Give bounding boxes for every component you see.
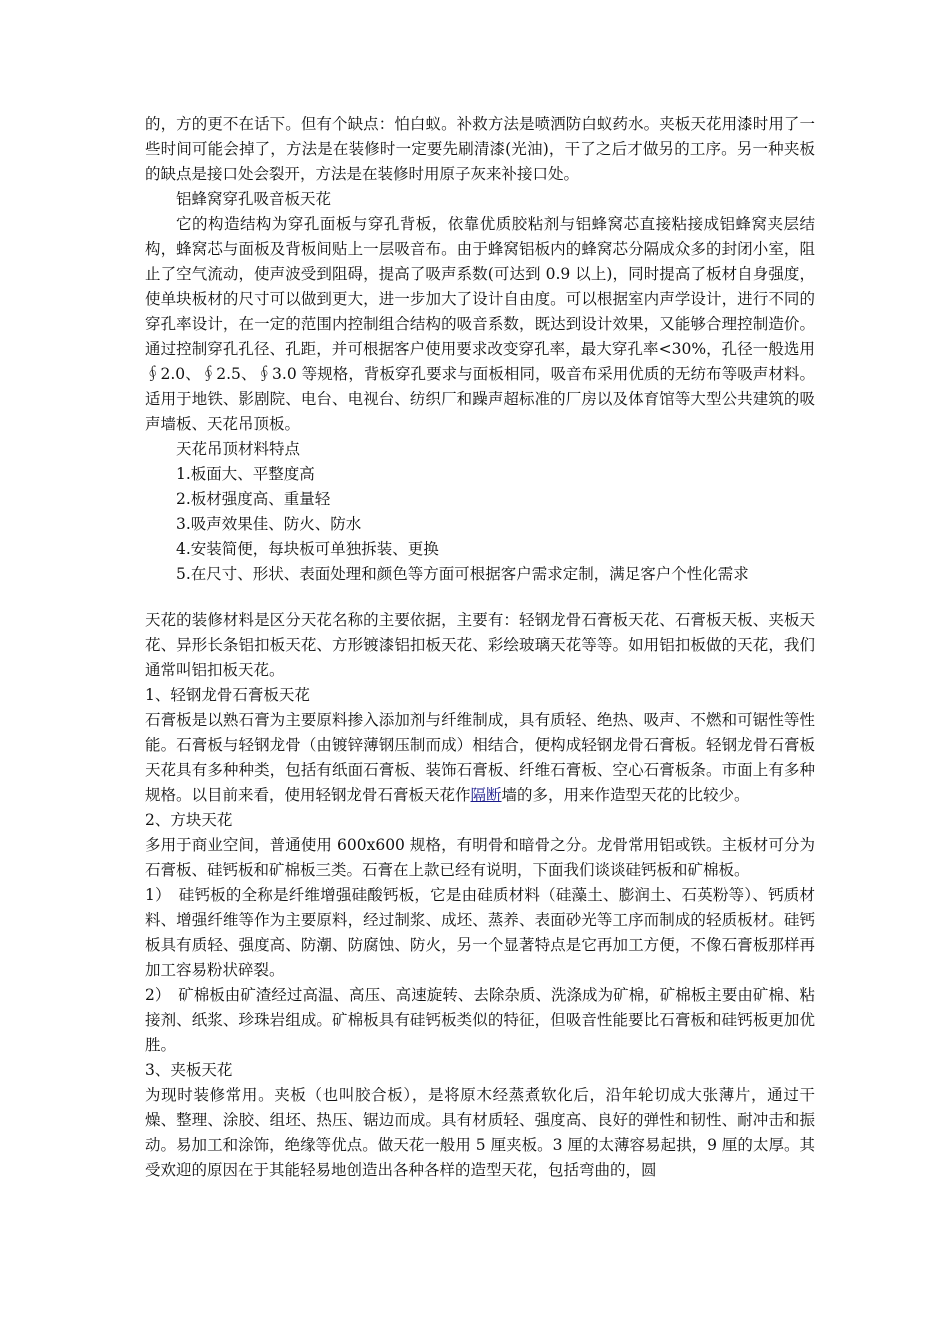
- features-title: 天花吊顶材料特点: [176, 440, 301, 458]
- paragraph-ceiling-materials-intro: 天花的装修材料是区分天花名称的主要依据，主要有：轻钢龙骨石膏板天花、石膏板天板、夹板天花、异形长条铝扣板天花、方形镀漆铝扣板天花、彩绘玻璃天花等等。如用铝扣板做的天花，我们通常叫铝扣板天花。: [145, 611, 815, 679]
- feature-item: 5.在尺寸、形状、表面处理和颜色等方面可根据客户需求定制，满足客户个性化需求: [176, 565, 749, 583]
- paragraph-honeycomb-structure: 它的构造结构为穿孔面板与穿孔背板，依靠优质胶粘剂与铝蜂窝芯直接粘接成铝蜂窝夹层结构，蜂窝芯与面板及背板间贴上一层吸音布。由于蜂窝铝板内的蜂窝芯分隔成众多的封闭小室，阻止了空气流动，使声波受到阻碍，提高了吸声系数(可达到 0.9 以上)，同时提高了板材自身强度，使单块板材的尺寸可以做到更大，进一步加大了设计自由度。可以根据室内声学设计，进行不同的穿孔率设计，在一定的范围内控制组合结构的吸音系数，既达到设计效果，又能够合理控制造价。通过控制穿孔孔径、孔距，并可根据客户使用要求改变穿孔率，最大穿孔率<30%，孔径一般选用∮2.0、∮2.5、∮3.0 等规格，背板穿孔要求与面板相同，吸音布采用优质的无纺布等吸声材料。适用于地铁、影剧院、电台、电视台、纺织厂和躁声超标准的厂房以及体育馆等大型公共建筑的吸声墙板、天花吊顶板。: [145, 215, 815, 433]
- heading-light-steel-gypsum: 1、轻钢龙骨石膏板天花: [145, 686, 310, 704]
- partition-link[interactable]: 隔断: [470, 786, 502, 804]
- paragraph-plywood-ceiling: 为现时装修常用。夹板（也叫胶合板），是将原木经蒸煮软化后，沿年轮切成大张薄片，通过干燥、整理、涂胶、组坯、热压、锯边而成。具有材质轻、强度高、良好的弹性和韧性、耐冲击和振动。易加工和涂饰，绝缘等优点。做天花一般用 5 厘夹板。3 厘的太薄容易起拱，9 厘的太厚。其受欢迎的原因在于其能轻易地创造出各种各样的造型天花，包括弯曲的，圆: [145, 1086, 815, 1179]
- paragraph-mineral-wool: 2） 矿棉板由矿渣经过高温、高压、高速旋转、去除杂质、洗涤成为矿棉，矿棉板主要由矿棉、粘接剂、纸浆、珍珠岩组成。矿棉板具有硅钙板类似的特征，但吸音性能要比石膏板和硅钙板更加优胜。: [145, 986, 815, 1054]
- paragraph-gypsum-board: [145, 708, 815, 808]
- heading-plywood-ceiling: 3、夹板天花: [145, 1061, 233, 1079]
- text-run: 墙的多，用来作造型天花的比较少。: [501, 786, 750, 804]
- heading-square-ceiling: 2、方块天花: [145, 811, 233, 829]
- paragraph-square-ceiling: 多用于商业空间，普通使用 600x600 规格，有明骨和暗骨之分。龙骨常用铝或铁。主板材可分为石膏板、硅钙板和矿棉板三类。石膏在上款已经有说明，下面我们谈谈硅钙板和矿棉板。: [145, 836, 815, 879]
- feature-item: 4.安装简便，每块板可单独拆装、更换: [176, 540, 439, 558]
- feature-item: 1.板面大、平整度高: [176, 465, 315, 483]
- text-run: 石膏板是以熟石膏为主要原料掺入添加剂与纤维制成，具有质轻、绝热、吸声、不燃和可锯性等性能。石膏板与轻钢龙骨（由镀锌薄钢压制而成）相结合，便构成轻钢龙骨石膏板。轻钢龙骨石膏板天花具有多种种类，包括有纸面石膏板、装饰石膏板、纤维石膏板、空心石膏板条。市面上有多种规格。以目前来看，使用轻钢龙骨石膏板天花作: [145, 711, 815, 804]
- paragraph-gap: [145, 587, 815, 608]
- document-page: [145, 112, 815, 1183]
- heading-aluminum-honeycomb: 铝蜂窝穿孔吸音板天花: [176, 190, 332, 208]
- paragraph-calcium-silicate: 1） 硅钙板的全称是纤维增强硅酸钙板，它是由硅质材料（硅藻土、膨润土、石英粉等）、钙质材料、增强纤维等作为主要原料，经过制浆、成坯、蒸养、表面砂光等工序而制成的轻质板材。硅钙板具有质轻、强度高、防潮、防腐蚀、防火，另一个显著特点是它再加工方便，不像石膏板那样再加工容易粉状碎裂。: [145, 886, 815, 979]
- paragraph-plywood-drawbacks: 的，方的更不在话下。但有个缺点：怕白蚁。补救方法是喷洒防白蚁药水。夹板天花用漆时用了一些时间可能会掉了，方法是在装修时一定要先刷清漆(光油)，干了之后才做另的工序。另一种夹板的缺点是接口处会裂开，方法是在装修时用原子灰来补接口处。: [145, 115, 815, 183]
- feature-item: 2.板材强度高、重量轻: [176, 490, 331, 508]
- feature-item: 3.吸声效果佳、防火、防水: [176, 515, 362, 533]
